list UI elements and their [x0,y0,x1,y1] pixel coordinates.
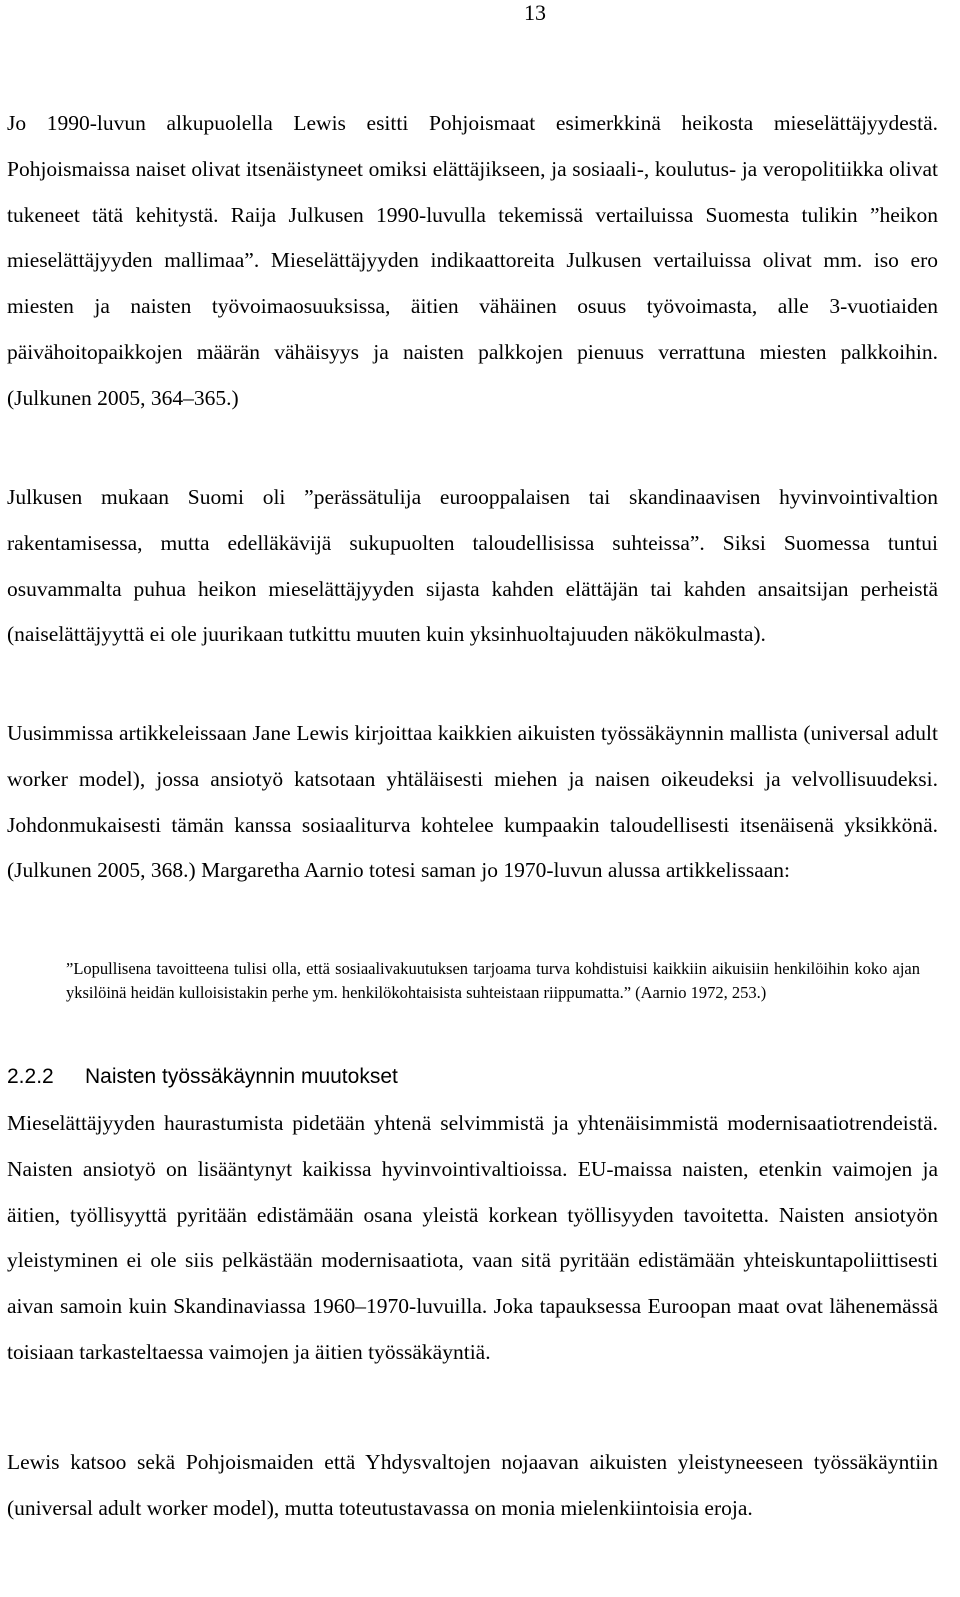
paragraph-julkunen-finland: Julkusen mukaan Suomi oli ”perässätulija eurooppalaisen tai skandinaavisen hyvinvointivaltion rakentamisessa, mutta edelläkävijä sukupuolten taloudellisissa suhteissa”. Siksi Suomessa tuntui osuvammalta puhua heikon mieselättäjyyden sijasta kahden elättäjän tai kahden ansaitsijan perheistä (naiselättäjyyttä ei ole juurikaan tutkittu muuten kuin yksinhuoltajuuden näkökulmasta). [7,485,938,647]
paragraph-lewis-nordic: Jo 1990-luvun alkupuolella Lewis esitti Pohjoismaat esimerkkinä heikosta mieselättäjyydestä. Pohjoismaissa naiset olivat itsenäistyneet omiksi elättäjikseen, ja sosiaali-, koulutus- ja veropolitiikka olivat tukeneet tätä kehitystä. Raija Julkusen 1990-luvulla tekemissä vertailuissa Suomesta tulikin ”heikon mieselättäjyyden mallimaa”. Mieselättäjyyden indikaattoreita Julkusen vertailuissa olivat mm. iso ero miesten ja naisten työvoimaosuuksissa, äitien vähäinen osuus työvoimasta, alle 3-vuotiaiden päivähoitopaikkojen määrän vähäisyys ja naisten palkkojen pienuus verrattuna miesten palkkoihin. (Julkunen 2005, 364–365.) [7,111,938,410]
section-number: 2.2.2 [7,1065,54,1088]
section-heading [7,1063,398,1091]
paragraph-lewis-comparison: Lewis katsoo sekä Pohjoismaiden että Yhdysvaltojen nojaavan aikuisten yleistyneeseen työssäkäyntiin (universal adult worker model), mutta toteutustavassa on monia mielenkiintoisia eroja. [7,1450,938,1520]
section-title: Naisten työssäkäynnin muutokset [85,1065,398,1088]
page-number: 13 [524,0,546,25]
block-quote-aarnio: ”Lopullisena tavoitteena tulisi olla, että sosiaalivakuutuksen tarjoama turva kohdistuisi kaikkiin aikuisiin henkilöihin koko ajan yksilöinä heidän kulloisistakin perhe ym. henkilökohtaisista suhteistaan riippumatta.” (Aarnio 1972, 253.) [66,959,920,1003]
paragraph-modernisation-trend: Mieselättäjyyden haurastumista pidetään yhtenä selvimmistä ja yhtenäisimmistä modernisaatiotrendeistä. Naisten ansiotyö on lisääntynyt kaikissa hyvinvointivaltioissa. EU-maissa naisten, etenkin vaimojen ja äitien, työllisyyttä pyritään edistämään osana yleistä korkean työllisyyden tavoitetta. Naisten ansiotyön yleistyminen ei ole siis pelkästään modernisaatiota, vaan sitä pyritään edistämään yhteiskuntapoliittisesti aivan samoin kuin Skandinaviassa 1960–1970-luvuilla. Joka tapauksessa Euroopan maat ovat lähenemässä toisiaan tarkasteltaessa vaimojen ja äitien työssäkäyntiä. [7,1111,938,1364]
paragraph-universal-adult-worker: Uusimmissa artikkeleissaan Jane Lewis kirjoittaa kaikkien aikuisten työssäkäynnin mallista (universal adult worker model), jossa ansiotyö katsotaan yhtäläisesti miehen ja naisen oikeudeksi ja velvollisuudeksi. Johdonmukaisesti tämän kanssa sosiaaliturva kohtelee kumpaakin taloudellisesti itsenäisenä yksikkönä. (Julkunen 2005, 368.) Margaretha Aarnio totesi saman jo 1970-luvun alussa artikkelissaan: [7,721,938,883]
